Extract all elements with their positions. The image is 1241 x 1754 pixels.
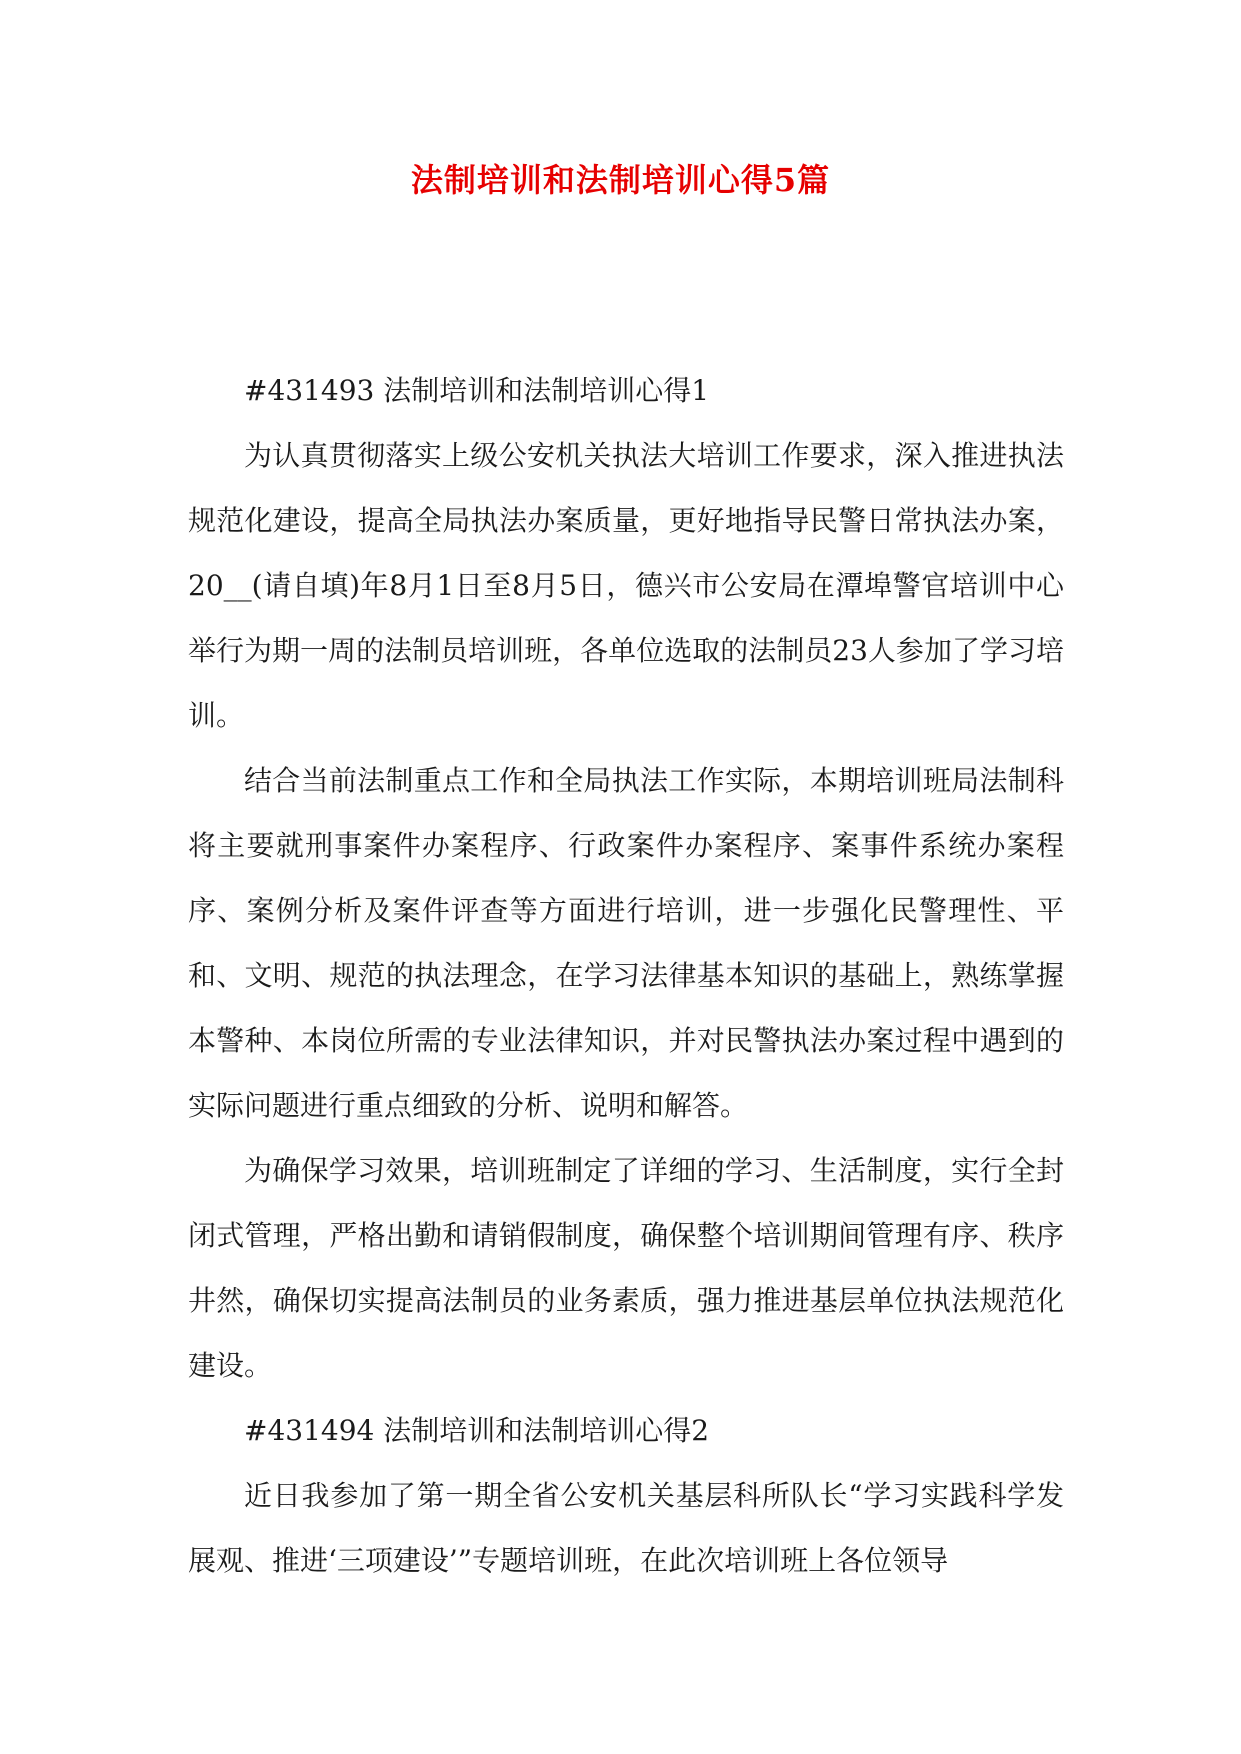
section-heading: #431494 法制培训和法制培训心得2 xyxy=(244,1414,710,1447)
document-body xyxy=(188,358,1064,1593)
paragraph: 为认真贯彻落实上级公安机关执法大培训工作要求，深入推进执法规范化建设，提高全局执法办案质量，更好地指导民警日常执法办案，20__(请自填)年8月1日至8月5日，德兴市公安局在潭埠警官培训中心举行为期一周的法制员培训班，各单位选取的法制员23人参加了学习培训。 xyxy=(188,439,1064,732)
section-heading: #431493 法制培训和法制培训心得1 xyxy=(244,374,710,407)
paragraph: 结合当前法制重点工作和全局执法工作实际，本期培训班局法制科将主要就刑事案件办案程序、行政案件办案程序、案事件系统办案程序、案例分析及案件评查等方面进行培训，进一步强化民警理性、平和、文明、规范的执法理念，在学习法律基本知识的基础上，熟练掌握本警种、本岗位所需的专业法律知识，并对民警执法办案过程中遇到的实际问题进行重点细致的分析、说明和解答。 xyxy=(188,764,1064,1122)
document-title: 法制培训和法制培训心得5篇 xyxy=(410,161,831,199)
paragraph: 为确保学习效果，培训班制定了详细的学习、生活制度，实行全封闭式管理，严格出勤和请销假制度，确保整个培训期间管理有序、秩序井然，确保切实提高法制员的业务素质，强力推进基层单位执法规范化建设。 xyxy=(188,1154,1064,1382)
paragraph: 近日我参加了第一期全省公安机关基层科所队长“学习实践科学发展观、推进‘三项建设’”专题培训班，在此次培训班上各位领导 xyxy=(188,1479,1064,1577)
